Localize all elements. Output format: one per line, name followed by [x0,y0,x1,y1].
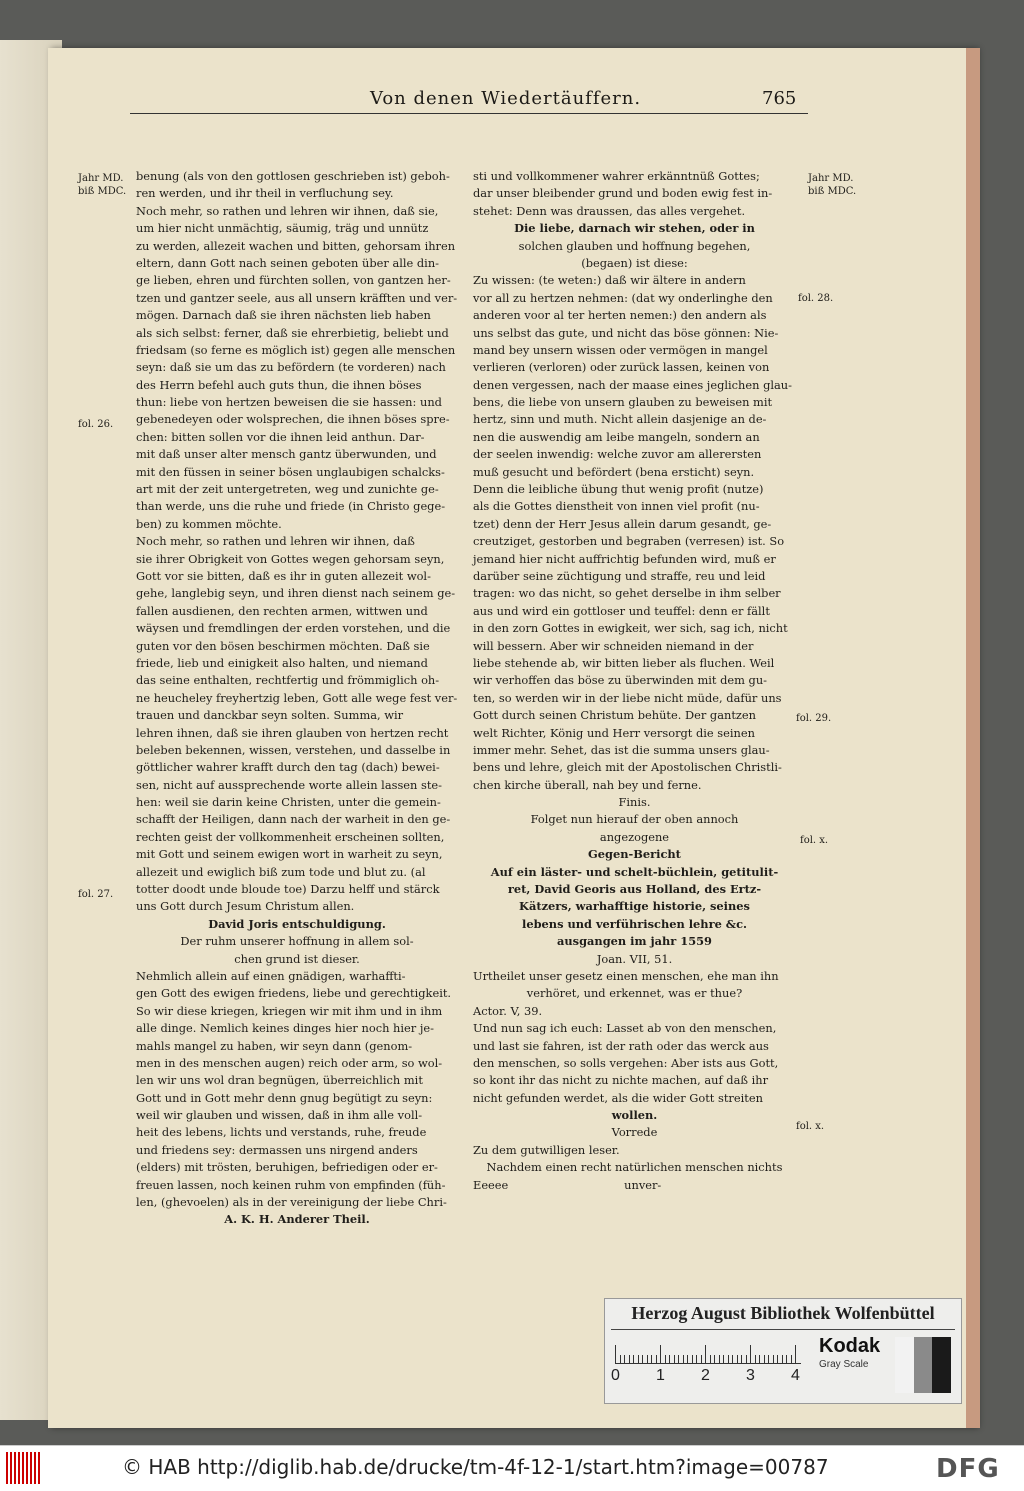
text-line: So wir diese kriegen, kriegen wir mit ihm und in ihm [136,1003,443,1018]
text-line: mand bey unsern wissen oder vermögen in mangel [473,342,768,357]
ruler-tick [773,1355,774,1363]
text-line: wollen. [611,1108,658,1123]
ruler-tick [633,1355,634,1363]
text-line: gehe, langlebig seyn, und ihren dienst nach seinem ge- [136,586,456,601]
margin-year-left: Jahr MD. biß MDC. [78,173,127,197]
text-line: weil wir glauben und wissen, daß in ihm alle voll- [136,1108,423,1123]
text-line: alle dinge. Nemlich keines dinges hier noch hier je- [136,1021,434,1036]
gray-swatch [895,1337,951,1393]
text-line: nicht gefunden werdet, als die wider Gott streiten [473,1090,763,1105]
text-line: rechten geist der vollkommenheit erscheinen sollten, [136,829,445,844]
text-line: tzet) denn der Herr Jesus allein darum gesandt, ge- [473,516,772,531]
text-line: mit den füssen in seiner bösen unglaubigen schalcks- [136,464,445,479]
text-line: tragen: wo das nicht, so gehet derselbe in ihm selber [473,586,781,601]
page-edge [966,48,980,1428]
text-line: hen: weil sie darin keine Christen, unter die gemein- [136,795,441,810]
ruler-tick [651,1355,652,1363]
text-line: darüber seine züchtigung und straffe, reu und leid [473,568,766,583]
text-line: Gott vor sie bitten, daß es ihr in guten allezeit wol- [136,568,431,583]
scale-ruler [615,1341,801,1364]
text-line: fallen ausdienen, den rechten armen, wittwen und [136,603,428,618]
text-line: Denn die leibliche übung thut wenig profit (nutze) [473,482,764,497]
margin-fol-x2: fol. x. [796,1121,825,1132]
text-line: Noch mehr, so rathen und lehren wir ihnen, daß sie, [136,203,439,218]
ruler-tick [728,1355,729,1363]
ruler-tick [656,1355,657,1363]
text-line: Nehmlich allein auf einen gnädigen, warhaffti- [136,968,406,983]
ruler-tick [764,1355,765,1363]
margin-fol-x1: fol. x. [800,835,829,846]
ruler-tick [768,1355,769,1363]
text-line: Gegen-Bericht [588,847,681,862]
text-line: chen: bitten sollen vor die ihnen leid anthun. Dar- [136,429,425,444]
text-line: chen grund ist dieser. [234,951,360,966]
ruler-tick [755,1355,756,1363]
ruler-tick [746,1355,747,1363]
text-line: guten vor den bösen beschirmen möchten. Daß sie [136,638,430,653]
ruler-tick [674,1355,675,1363]
text-line: als die Gottes dienstheit von innen viel profit (nu- [473,499,760,514]
text-line: sti und vollkommener wahrer erkänntnüß Gottes; [473,169,760,183]
text-line: creutziget, gestorben und begraben (verresen) ist. So [473,534,785,549]
ruler-tick [660,1345,661,1363]
text-line: wir verhoffen das böse zu überwinden mit dem gu- [473,673,768,688]
text-line: Vorrede [611,1125,658,1140]
text-line: göttlicher wahrer krafft durch den tag (dach) bewei- [136,760,440,775]
ruler-tick [665,1355,666,1363]
text-line: in den zorn Gottes in ewigkeit, wer sich, sag ich, nicht [473,621,788,636]
ruler-number: 4 [791,1367,800,1384]
text-line: allezeit und ewiglich biß zum tode und blut zu. (al [136,864,426,879]
text-line: ten, so werden wir in der liebe nicht müde, dafür uns [473,690,782,705]
ruler-tick [777,1355,778,1363]
text-line: len wir uns wol dran begnügen, überreichlich mit [136,1073,423,1088]
text-line: sie ihrer Obrigkeit von Gottes wegen gehorsam seyn, [136,551,445,566]
text-line: ren werden, und ihr theil in verfluchung sey. [136,186,394,201]
library-color-chart [604,1298,962,1404]
text-line: ret, David Georis aus Holland, des Ertz- [507,882,762,897]
text-line: beleben bekennen, wissen, verstehen, und dasselbe in [136,742,451,757]
text-line: ge lieben, ehren und fürchten sollen, von gantzen her- [136,273,451,288]
text-line: bens und lehre, gleich mit der Apostolischen Christli- [473,760,782,775]
text-line: des Herrn befehl auch guts thun, die ihnen böses [136,377,422,392]
text-line: eltern, dann Gott nach seinen geboten über alle din- [136,255,440,270]
margin-fol-26: fol. 26. [78,419,114,430]
stamp-rule [611,1329,955,1330]
text-line: Urtheilet unser gesetz einen menschen, ehe man ihn [473,968,779,983]
ruler-number: 0 [611,1367,620,1384]
page-number: 765 [762,88,797,109]
text-line: uns Gott durch Jesum Christum allen. [136,899,355,914]
ruler-tick [678,1355,679,1363]
ruler-tick [719,1355,720,1363]
text-line: immer mehr. Sehet, das ist die summa unsers glau- [473,742,770,757]
text-line: will bessern. Aber wir schneiden niemand in der [473,638,754,653]
library-name: Herzog August Bibliothek Wolfenbüttel [631,1303,935,1323]
ruler-tick [638,1355,639,1363]
gray-scale-label: Gray Scale [819,1359,869,1370]
ruler-tick [791,1355,792,1363]
text-line: dar unser bleibender grund und boden ewig fest in- [473,186,773,201]
text-line: gen Gott des ewigen friedens, liebe und gerechtigkeit. [136,986,452,1001]
ruler-tick [647,1355,648,1363]
text-line: ausgangen im jahr 1559 [557,934,712,949]
text-line: benung (als von den gottlosen geschrieben ist) geboh- [136,169,450,183]
text-line: mögen. Darnach daß sie ihren nächsten lieb haben [136,308,431,323]
text-line: Zu wissen: (te weten:) daß wir ältere in andern [473,273,746,288]
text-line: um hier nicht unmächtig, säumig, träg und unnütz [136,221,429,236]
text-line: liebe stehende ab, wir bitten lieber als fluchen. Weil [473,655,775,670]
text-line: Die liebe, darnach wir stehen, oder in [514,221,755,236]
ruler-tick [737,1355,738,1363]
ruler-tick [669,1355,670,1363]
text-line: trauen und danckbar seyn solten. Summa, wir [136,708,404,723]
text-line: lebens und verführischen lehre &c. [522,916,747,931]
ruler-tick [786,1355,787,1363]
source-link[interactable]: © HAB http://diglib.hab.de/drucke/tm-4f-12-1/start.htm?image=00787 [122,1455,829,1479]
text-line: freuen lassen, noch keinen ruhm von empfinden (füh- [136,1177,446,1192]
text-line: Der ruhm unserer hoffnung in allem sol- [180,934,414,949]
ruler-tick [620,1355,621,1363]
ruler-tick [795,1345,796,1363]
text-line: Folget nun hierauf der oben annoch [530,812,739,827]
text-line: angezogene [599,829,670,844]
text-line: Kätzers, warhafftige historie, seines [519,899,750,914]
ruler-tick [624,1355,625,1363]
ruler-tick [723,1355,724,1363]
margin-fol-29: fol. 29. [796,713,832,724]
text-line: Und nun sag ich euch: Lasset ab von den menschen, [473,1021,777,1036]
text-line: Gott durch seinen Christum behüte. Der gantzen [473,708,757,723]
text-line: verlieren (verloren) oder zurück lassen, keinen von [473,360,770,375]
ruler-tick [750,1345,751,1363]
text-line: schafft der Heiligen, dann nach der warheit in den ge- [136,812,451,827]
ruler-tick [615,1345,616,1363]
text-line: men in des menschen augen) reich oder arm, so wol- [136,1055,443,1070]
ruler-tick [714,1355,715,1363]
text-line: (begaen) ist diese: [581,255,688,270]
text-line: than werde, uns die ruhe und friede (in Christo gege- [136,499,446,514]
text-line: friede, lieb und einigkeit also halten, und niemand [136,655,428,670]
kodak-brand: Kodak [819,1335,881,1357]
text-line: Gott und in Gott mehr denn gnug begütigt zu seyn: [136,1090,433,1105]
ruler-tick [705,1345,706,1363]
text-line: als sich selbst: ferner, daß sie ehrerbietig, beliebt und [136,325,449,340]
right-text-column [473,168,796,1194]
text-line: welt Richter, König und Herr versorgt die seinen [473,725,755,740]
text-line: A. K. H. Anderer Theil. [224,1212,370,1227]
text-line: gebenedeyen oder wolsprechen, die ihnen böses spre- [136,412,450,427]
ruler-tick [687,1355,688,1363]
text-line: lehren ihnen, daß sie ihren glauben von hertzen recht [136,725,449,740]
text-line: mit daß unser alter mensch gantz überwunden, und [136,447,437,462]
margin-year-right: Jahr MD. biß MDC. [808,173,857,197]
text-line: (elders) mit trösten, beruhigen, befriedigen oder er- [136,1160,438,1175]
margin-fol-27: fol. 27. [78,889,114,900]
left-text-column [136,168,458,1229]
text-line: zu werden, allezeit wachen und bitten, gehorsam ihren [136,238,456,253]
text-line: aus und wird ein gottloser und teuffel: denn er fällt [473,603,770,618]
margin-fol-28: fol. 28. [798,293,834,304]
ruler-tick [782,1355,783,1363]
text-line: len, (ghevoelen) als in der vereinigung der liebe Chri- [136,1195,447,1210]
ruler-tick [741,1355,742,1363]
text-line: Zu dem gutwilligen leser. [473,1142,620,1157]
ruler-tick [759,1355,760,1363]
ruler-tick [683,1355,684,1363]
text-line: jemand hier nicht auffrichtig befunden wird, muß er [473,551,776,566]
text-line: chen kirche überall, nah bey und ferne. [473,777,702,792]
text-line: verhöret, und erkennet, was er thue? [526,986,743,1001]
text-line: Auf ein läster- und schelt-büchlein, getitulit- [490,864,779,879]
header-rule [130,113,808,114]
text-line: friedsam (so ferne es möglich ist) gegen alle menschen [136,342,456,357]
dfg-logo: DFG [936,1454,1000,1484]
text-line: hertz, sinn und muth. Nicht allein dasjenige an de- [473,412,767,427]
text-line: der seelen inwendig: welche zuvor am allerersten [473,447,762,462]
text-line: ne heucheley freyhertzig leben, Gott alle wege fest ver- [136,690,458,705]
text-line: art mit der zeit untergetreten, weg und zunichte ge- [136,482,439,497]
text-line: ben) zu kommen möchte. [136,516,282,531]
text-line: thun: liebe von hertzen beweisen die sie hassen: und [136,395,442,410]
barcode-icon [6,1452,42,1484]
ruler-number: 3 [746,1367,755,1384]
text-line: muß gesucht und befördert (bena ersticht) seyn. [473,464,755,479]
ruler-tick [732,1355,733,1363]
text-line: solchen glauben und hoffnung begehen, [518,238,751,253]
text-line: uns selbst das gute, und nicht das böse gönnen: Nie- [473,325,779,340]
ruler-number: 2 [701,1367,710,1384]
text-line: tzen und gantzer seele, aus all unsern kräfften und ver- [136,290,458,305]
viewer-footer [0,1445,1024,1491]
text-line: heit des lebens, lichts und verstands, ruhe, freude [136,1125,427,1140]
text-line: stehet: Denn was draussen, das alles vergehet. [473,203,746,218]
text-line: totter doodt unde bloude toe) Darzu helff und stärck [136,882,440,897]
text-line: das seine enthalten, rechtfertig und frömmiglich oh- [136,673,440,688]
text-line: vor all zu hertzen nehmen: (dat wy onderlinghe den [473,290,773,305]
text-line: seyn: daß sie um das zu befördern (te vorderen) nach [136,360,446,375]
text-line: Actor. V, 39. [473,1003,543,1018]
ruler-tick [701,1355,702,1363]
text-line: nen die auswendig am leibe mangeln, sondern an [473,429,760,444]
ruler-tick [710,1355,711,1363]
text-line: sen, nicht auf aussprechende worte allein lassen ste- [136,777,443,792]
text-line: Noch mehr, so rathen und lehren wir ihnen, daß [136,534,415,549]
text-line: denen vergessen, nach der maase eines jeglichen glau- [473,377,792,392]
text-line: so kont ihr das nicht zu nichte machen, auf daß ihr [473,1073,769,1088]
text-line: mit Gott und seinem ewigen wort in warheit zu seyn, [136,847,443,862]
text-line: mahls mangel zu haben, wir seyn dann (genom- [136,1038,413,1053]
text-line: und friedens sey: dermassen uns nirgend anders [136,1142,418,1157]
text-line: Finis. [618,795,651,810]
running-head: Von denen Wiedertäuffern. [370,88,642,109]
text-line: und last sie fahren, ist der rath oder das werck aus [473,1038,769,1053]
text-line: den menschen, so solls vergehen: Aber ists aus Gott, [473,1055,779,1070]
ruler-tick [696,1355,697,1363]
text-line: Nachdem einen recht natürlichen menschen nichts [486,1160,783,1175]
ruler-number: 1 [656,1367,665,1384]
text-line: bens, die liebe von unsern glauben zu beweisen mit [473,395,773,410]
ruler-tick [692,1355,693,1363]
text-line: David Joris entschuldigung. [208,916,386,931]
text-line: wäysen und fremdlingen der erden vorstehen, und die [136,621,451,636]
text-line: Eeeee unver- [473,1177,662,1192]
text-line: anderen voor al ter herten nemen:) den andern als [473,308,767,323]
text-line: Joan. VII, 51. [596,951,673,966]
ruler-tick [629,1355,630,1363]
ruler-tick [642,1355,643,1363]
